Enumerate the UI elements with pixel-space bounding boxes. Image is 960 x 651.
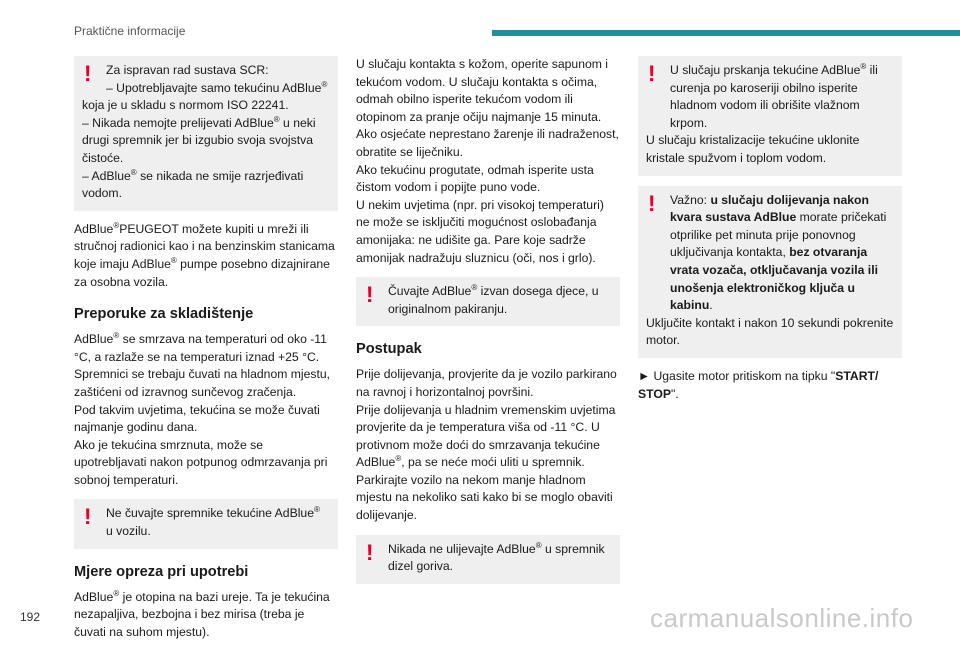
column-1 [74, 56, 338, 651]
warning-line: Uključite kontakt i nakon 10 sekundi pokrenite motor. [646, 315, 894, 348]
warning-line: Čuvajte AdBlue® izvan dosega djece, u originalnom pakiranju. [388, 283, 599, 316]
warning-box-children [356, 277, 620, 326]
warning-box-diesel [356, 535, 620, 584]
step-end: ". [670, 386, 679, 401]
paragraph-line: Ako tekućinu progutate, odmah isperite usta čistom vodom i popijte puno vode. [356, 162, 594, 195]
section-heading-storage: Preporuke za skladištenje [74, 306, 254, 323]
warning-box-scr [74, 56, 338, 211]
body-paragraph [74, 331, 338, 489]
section-heading-precautions: Mjere opreza pri upotrebi [74, 563, 249, 580]
warning-exclamation-icon: ! [648, 190, 656, 216]
step-arrow-icon: ► [638, 368, 651, 383]
warning-bold-text: bez otvaranja vrata vozača, otključavanja vozila ili unošenja elektroničkog ključa u kabinu [670, 245, 878, 313]
watermark: carmanualsonline.info [650, 603, 914, 633]
paragraph-line: Prije dolijevanja, provjerite da je vozilo parkirano na ravnoj i horizontalnoj površini. [356, 367, 617, 399]
warning-line: – AdBlue® se nikada ne smije razrjeđivati vodom. [82, 167, 304, 201]
warning-line: – Upotrebljavajte samo tekućinu AdBlue® koja je u skladu s normom ISO 22241. [82, 79, 328, 113]
paragraph-line: Prije dolijevanja u hladnim vremenskim uvjetima provjerite da je temperatura viša od -11 °C. U protivnom može doći do smrzavanja tekućine AdBlue®, pa se neće moći uliti u spremnik. Parkirajte vozilo na nekom manje hladnom mjestu na nekoliko sati kako bi se moglo obaviti dolijevanje. [356, 402, 616, 523]
header-accent-bar [492, 30, 960, 36]
warning-lead: Važno: [670, 192, 711, 207]
warning-line: Nikada ne ulijevajte AdBlue® u spremnik dizel goriva. [388, 540, 605, 574]
warning-line: – Nikada nemojte prelijevati AdBlue® u neki drugi spremnik jer bi izgubio svoja svojstva čistoće. [82, 114, 316, 165]
paragraph-line: U nekim uvjetima (npr. pri visokoj temperaturi) ne može se isključiti mogućnost oslobađanja amonijaka: ne udišite ga. Pare koje sadrže amonijak nadražuju sluznicu (oči, nos i grlo). [356, 197, 604, 265]
warning-box-important [638, 186, 902, 358]
body-paragraph [356, 56, 620, 267]
warning-text [646, 192, 894, 315]
warning-box-splash [638, 56, 902, 176]
section-heading-procedure: Postupak [356, 341, 422, 358]
warning-exclamation-icon: ! [366, 539, 374, 565]
warning-exclamation-icon: ! [648, 61, 656, 86]
warning-box-vehicle [74, 499, 338, 548]
warning-bold-text: u slučaju dolijevanja nakon kvara sustava AdBlue [670, 192, 869, 225]
page-number: 192 [20, 610, 41, 624]
step-button-name: START/ STOP [638, 368, 879, 401]
warning-line: Za ispravan rad sustava SCR: [106, 63, 269, 77]
column-3 [638, 56, 902, 413]
warning-mid: morate pričekati otprilike pet minuta prije ponovnog uključivanja kontakta, [670, 210, 887, 260]
warning-line: Ne čuvajte spremnike tekućine AdBlue® u vozilu. [106, 505, 320, 539]
column-2 [356, 56, 620, 594]
page-header-title: Praktične informacije [74, 24, 186, 38]
warning-line: U slučaju prskanja tekućine AdBlue® ili curenja po karoseriji obilno isperite hladnom vodom ili obrišite vlažnom krpom. [670, 61, 878, 130]
body-paragraph [356, 366, 620, 524]
step-text: Ugasite motor pritiskom na tipku " [650, 368, 836, 383]
warning-exclamation-icon: ! [84, 504, 92, 530]
paragraph-line: U slučaju kontakta s kožom, operite sapunom i tekućom vodom. U slučaju kontakta s očima, odmah obilno isperite tekućom vodom ili otopinom za pranje očiju najmanje 15 minuta. Ako osjećate neprestano žarenje ili nadraženost, obratite se liječniku. [356, 57, 619, 159]
step-instruction [638, 368, 902, 403]
warning-line: U slučaju kristalizacije tekućine uklonite kristale spužvom i toplom vodom. [646, 133, 860, 165]
warning-exclamation-icon: ! [84, 61, 92, 86]
paragraph-line: Ako je tekućina smrznuta, može se upotrebljavati nakon potpunog odmrzavanja pri sobnoj temperaturi. [74, 437, 328, 487]
warning-exclamation-icon: ! [366, 282, 374, 308]
body-paragraph: AdBlue®PEUGEOT možete kupiti u mreži ili stručnoj radionici kao i na benzinskim stanicama koje imaju AdBlue® pumpe posebno dizajnirane za osobna vozila. [74, 220, 335, 289]
body-paragraph: AdBlue® je otopina na bazi ureje. Ta je tekućina nezapaljiva, bezbojna i bez mirisa (treba je čuvati na suhom mjestu). [74, 588, 330, 639]
paragraph-line: Pod takvim uvjetima, tekućina se može čuvati najmanje godinu dana. [74, 402, 320, 435]
paragraph-line: AdBlue® se smrzava na temperaturi od oko -11 °C, a razlaže se na temperaturi iznad +25 °C. Spremnici se trebaju čuvati na hladnom mjestu, zaštićeni od izravnog sunčevog zračenja. [74, 331, 331, 399]
warning-end: . [709, 298, 713, 313]
